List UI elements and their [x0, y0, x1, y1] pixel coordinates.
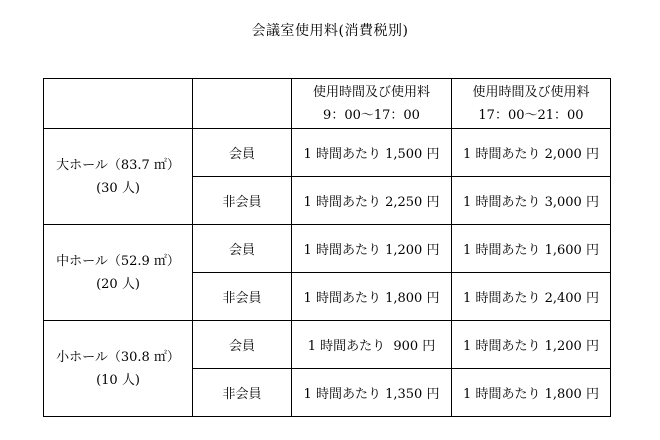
- member-type-cell: 非会員: [193, 273, 292, 321]
- member-type-cell: 会員: [193, 129, 292, 177]
- table-row: [44, 129, 611, 177]
- price-prefix: 1 時間あたり: [303, 291, 381, 306]
- header-daytime-label: 使用時間及び使用料: [312, 84, 430, 100]
- price-prefix: 1 時間あたり: [463, 291, 541, 306]
- price-amount: 3,000 円: [544, 195, 599, 210]
- price-prefix: 1 時間あたり: [303, 195, 381, 210]
- header-evening-label: 使用時間及び使用料: [472, 84, 590, 100]
- daytime-price-cell: [292, 177, 452, 225]
- price-prefix: 1 時間あたり: [463, 243, 541, 258]
- price-prefix: 1 時間あたり: [303, 147, 381, 162]
- price-amount: 1,800 円: [385, 291, 440, 306]
- table-row: [44, 321, 611, 369]
- hall-capacity: (30 人): [96, 180, 140, 196]
- evening-price-cell: [452, 321, 611, 369]
- hall-name: 小ホール（30.8 ㎡）: [56, 349, 180, 365]
- header-cell-type: [193, 79, 292, 129]
- price-prefix: 1 時間あたり: [303, 387, 381, 402]
- price-amount: 1,800 円: [544, 387, 599, 402]
- member-type-cell: 会員: [193, 321, 292, 369]
- price-amount: 2,000 円: [544, 147, 599, 162]
- hall-name: 中ホール（52.9 ㎡）: [56, 253, 180, 269]
- daytime-price-cell: [292, 129, 452, 177]
- daytime-price-cell: [292, 369, 452, 417]
- member-type-cell: 会員: [193, 225, 292, 273]
- price-prefix: 1 時間あたり: [463, 387, 541, 402]
- header-row: [44, 79, 611, 129]
- table-row: [44, 225, 611, 273]
- evening-price-cell: [452, 369, 611, 417]
- price-amount: 2,250 円: [385, 195, 440, 210]
- hall-cell: [44, 129, 193, 225]
- price-prefix: 1 時間あたり: [307, 339, 386, 354]
- daytime-price-cell: [292, 321, 452, 369]
- header-cell-evening: [452, 79, 611, 129]
- price-amount: 1,600 円: [544, 243, 599, 258]
- price-prefix: 1 時間あたり: [463, 195, 541, 210]
- hall-name: 大ホール（83.7 ㎡）: [56, 157, 180, 173]
- price-prefix: 1 時間あたり: [303, 243, 381, 258]
- evening-price-cell: [452, 177, 611, 225]
- price-amount: 900 円: [393, 339, 436, 354]
- header-cell-daytime: [292, 79, 452, 129]
- fee-table: [43, 78, 611, 417]
- hall-cell: [44, 321, 193, 417]
- evening-price-cell: [452, 273, 611, 321]
- price-amount: 1,500 円: [385, 147, 440, 162]
- header-daytime-hours: 9：00〜17：00: [323, 107, 420, 123]
- header-cell-hall: [44, 79, 193, 129]
- price-amount: 2,400 円: [544, 291, 599, 306]
- member-type-cell: 非会員: [193, 177, 292, 225]
- price-amount: 1,200 円: [385, 243, 440, 258]
- page-title: 会議室使用料(消費税別): [251, 23, 409, 39]
- price-prefix: 1 時間あたり: [463, 339, 541, 354]
- evening-price-cell: [452, 129, 611, 177]
- daytime-price-cell: [292, 225, 452, 273]
- hall-capacity: (20 人): [96, 276, 140, 292]
- price-prefix: 1 時間あたり: [463, 147, 541, 162]
- member-type-cell: 非会員: [193, 369, 292, 417]
- hall-capacity: (10 人): [96, 372, 140, 388]
- header-evening-hours: 17：00〜21：00: [478, 107, 584, 123]
- hall-cell: [44, 225, 193, 321]
- price-amount: 1,350 円: [385, 387, 440, 402]
- evening-price-cell: [452, 225, 611, 273]
- daytime-price-cell: [292, 273, 452, 321]
- price-amount: 1,200 円: [544, 339, 599, 354]
